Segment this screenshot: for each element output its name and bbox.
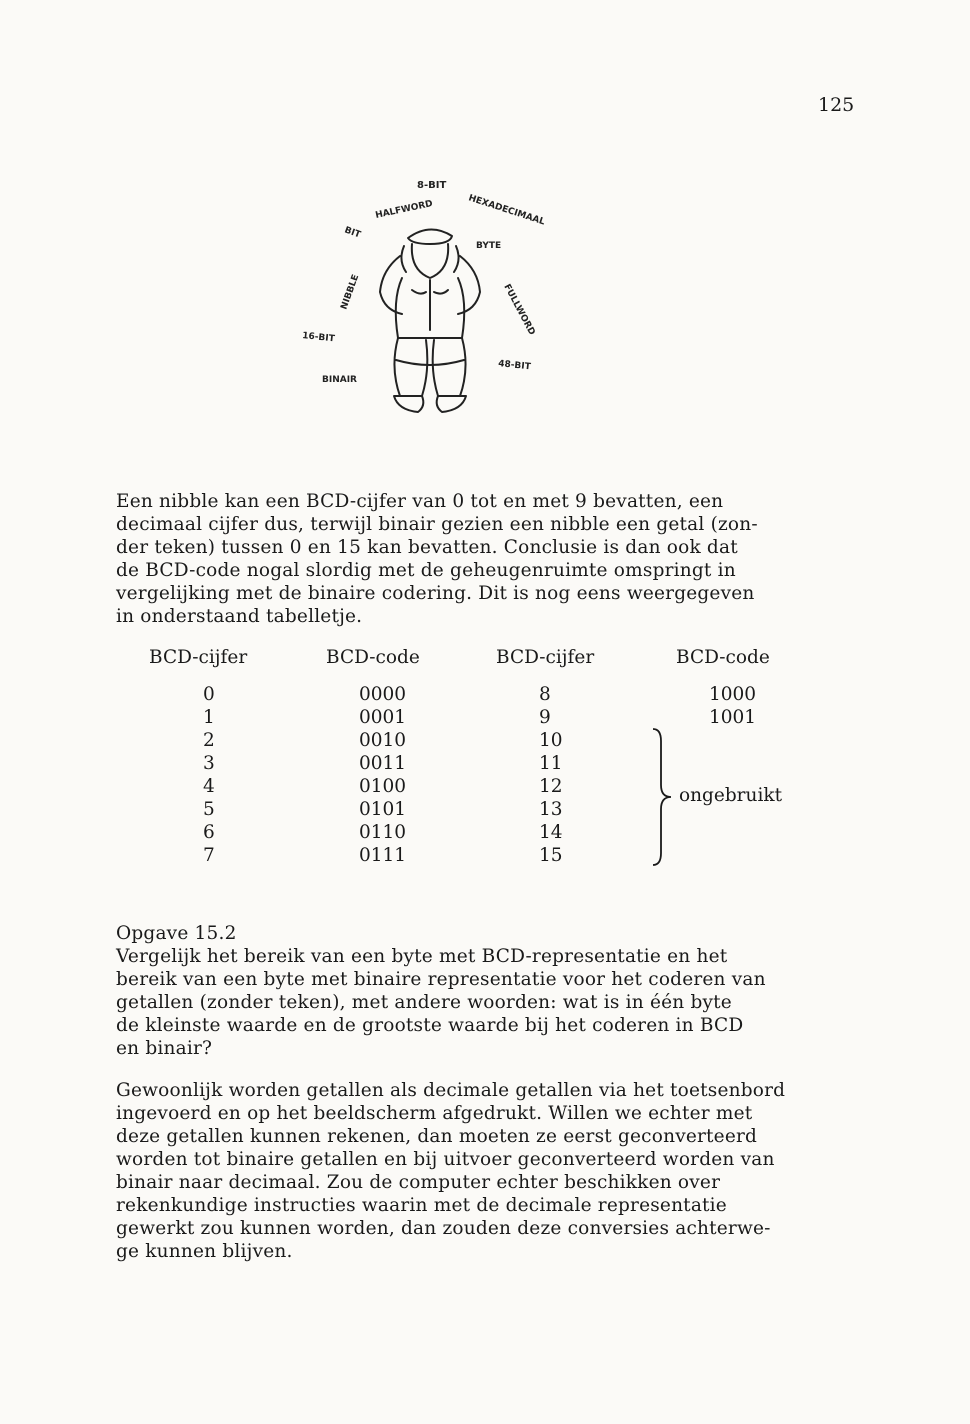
column-right-codes bbox=[709, 683, 759, 729]
label-byte: BYTE bbox=[476, 241, 502, 251]
label-8-bit: 8-BIT bbox=[417, 180, 447, 191]
table-cell: 0100 bbox=[359, 776, 407, 797]
table-cell: 12 bbox=[539, 776, 563, 797]
label-16-bit: 16-BIT bbox=[301, 331, 336, 345]
page-number: 125 bbox=[818, 94, 855, 116]
table-cell: 0111 bbox=[359, 845, 407, 866]
table-cell: 0 bbox=[203, 684, 215, 705]
label-nibble: NIBBLE bbox=[339, 273, 362, 312]
confused-man-illustration bbox=[280, 160, 580, 435]
table-cell: 2 bbox=[203, 730, 215, 751]
column-left-digits bbox=[203, 683, 223, 867]
header-bcd-code-right: BCD-code bbox=[676, 647, 770, 668]
table-cell: 3 bbox=[203, 753, 215, 774]
unused-label: ongebruikt bbox=[679, 785, 783, 806]
table-cell: 1000 bbox=[709, 684, 757, 705]
header-bcd-code-left: BCD-code bbox=[326, 647, 420, 668]
label-binair: BINAIR bbox=[322, 375, 357, 385]
table-cell: 9 bbox=[539, 707, 551, 728]
table-cell: 6 bbox=[203, 822, 215, 843]
column-left-codes bbox=[359, 683, 409, 867]
table-cell: 0001 bbox=[359, 707, 407, 728]
bcd-table bbox=[116, 647, 856, 877]
table-cell: 10 bbox=[539, 730, 563, 751]
table-cell: 15 bbox=[539, 845, 563, 866]
table-cell: 7 bbox=[203, 845, 215, 866]
paragraph-nibble: Een nibble kan een BCD-cijfer van 0 tot en met 9 bevatten, een decimaal cijfer dus, terwijl binair gezien een nibble een getal (zon- der teken) tussen 0 en 15 kan bevatten. Conclusie is dan ook dat de BCD-code nogal slordig met de geheugenruimte omspringt in vergelijking met de binaire codering. Dit is nog eens weergegeven in onderstaand tabelletje. bbox=[116, 491, 758, 627]
man-figure bbox=[380, 229, 480, 412]
table-cell: 0011 bbox=[359, 753, 407, 774]
label-bit: BIT bbox=[342, 225, 362, 241]
label-fullword: FULLWORD bbox=[501, 282, 537, 338]
table-cell: 0101 bbox=[359, 799, 407, 820]
column-right-digits bbox=[539, 683, 569, 867]
exercise-15-2: Opgave 15.2 Vergelijk het bereik van een byte met BCD-representatie en het bereik van een byte met binaire representatie voor het coderen van getallen (zonder teken), met andere woorden: wat is in één byte de kleinste waarde en de grootste waarde bij het coderen in BCD en binair? bbox=[116, 923, 766, 1059]
label-halfword: HALFWORD bbox=[374, 199, 434, 221]
header-bcd-cijfer-right: BCD-cijfer bbox=[496, 647, 595, 668]
table-cell: 0110 bbox=[359, 822, 407, 843]
paragraph-conversion: Gewoonlijk worden getallen als decimale getallen via het toetsenbord ingevoerd en op het beeldscherm afgedrukt. Willen we echter met deze getallen kunnen rekenen, dan moeten ze eerst geconverteerd worden tot binaire getallen en bij uitvoer geconverteerd worden van binair naar decimaal. Zou de computer echter beschikken over rekenkundige instructies waarin met de decimale representatie gewerkt zou kunnen worden, dan zouden deze conversies achterwe- ge kunnen blijven. bbox=[116, 1080, 786, 1262]
cartoon-drawing bbox=[280, 160, 580, 435]
table-cell: 8 bbox=[539, 684, 551, 705]
table-cell: 1 bbox=[203, 707, 215, 728]
header-bcd-cijfer-left: BCD-cijfer bbox=[149, 647, 248, 668]
table-cell: 13 bbox=[539, 799, 563, 820]
table-cell: 5 bbox=[203, 799, 215, 820]
label-48-bit: 48-BIT bbox=[497, 359, 532, 373]
table-cell: 0000 bbox=[359, 684, 407, 705]
table-cell: 11 bbox=[539, 753, 563, 774]
table-cell: 0010 bbox=[359, 730, 407, 751]
table-cell: 1001 bbox=[709, 707, 757, 728]
label-hexadecimaal: HEXADECIMAAL bbox=[467, 193, 547, 228]
curly-brace bbox=[651, 727, 675, 867]
table-cell: 14 bbox=[539, 822, 563, 843]
table-cell: 4 bbox=[203, 776, 215, 797]
